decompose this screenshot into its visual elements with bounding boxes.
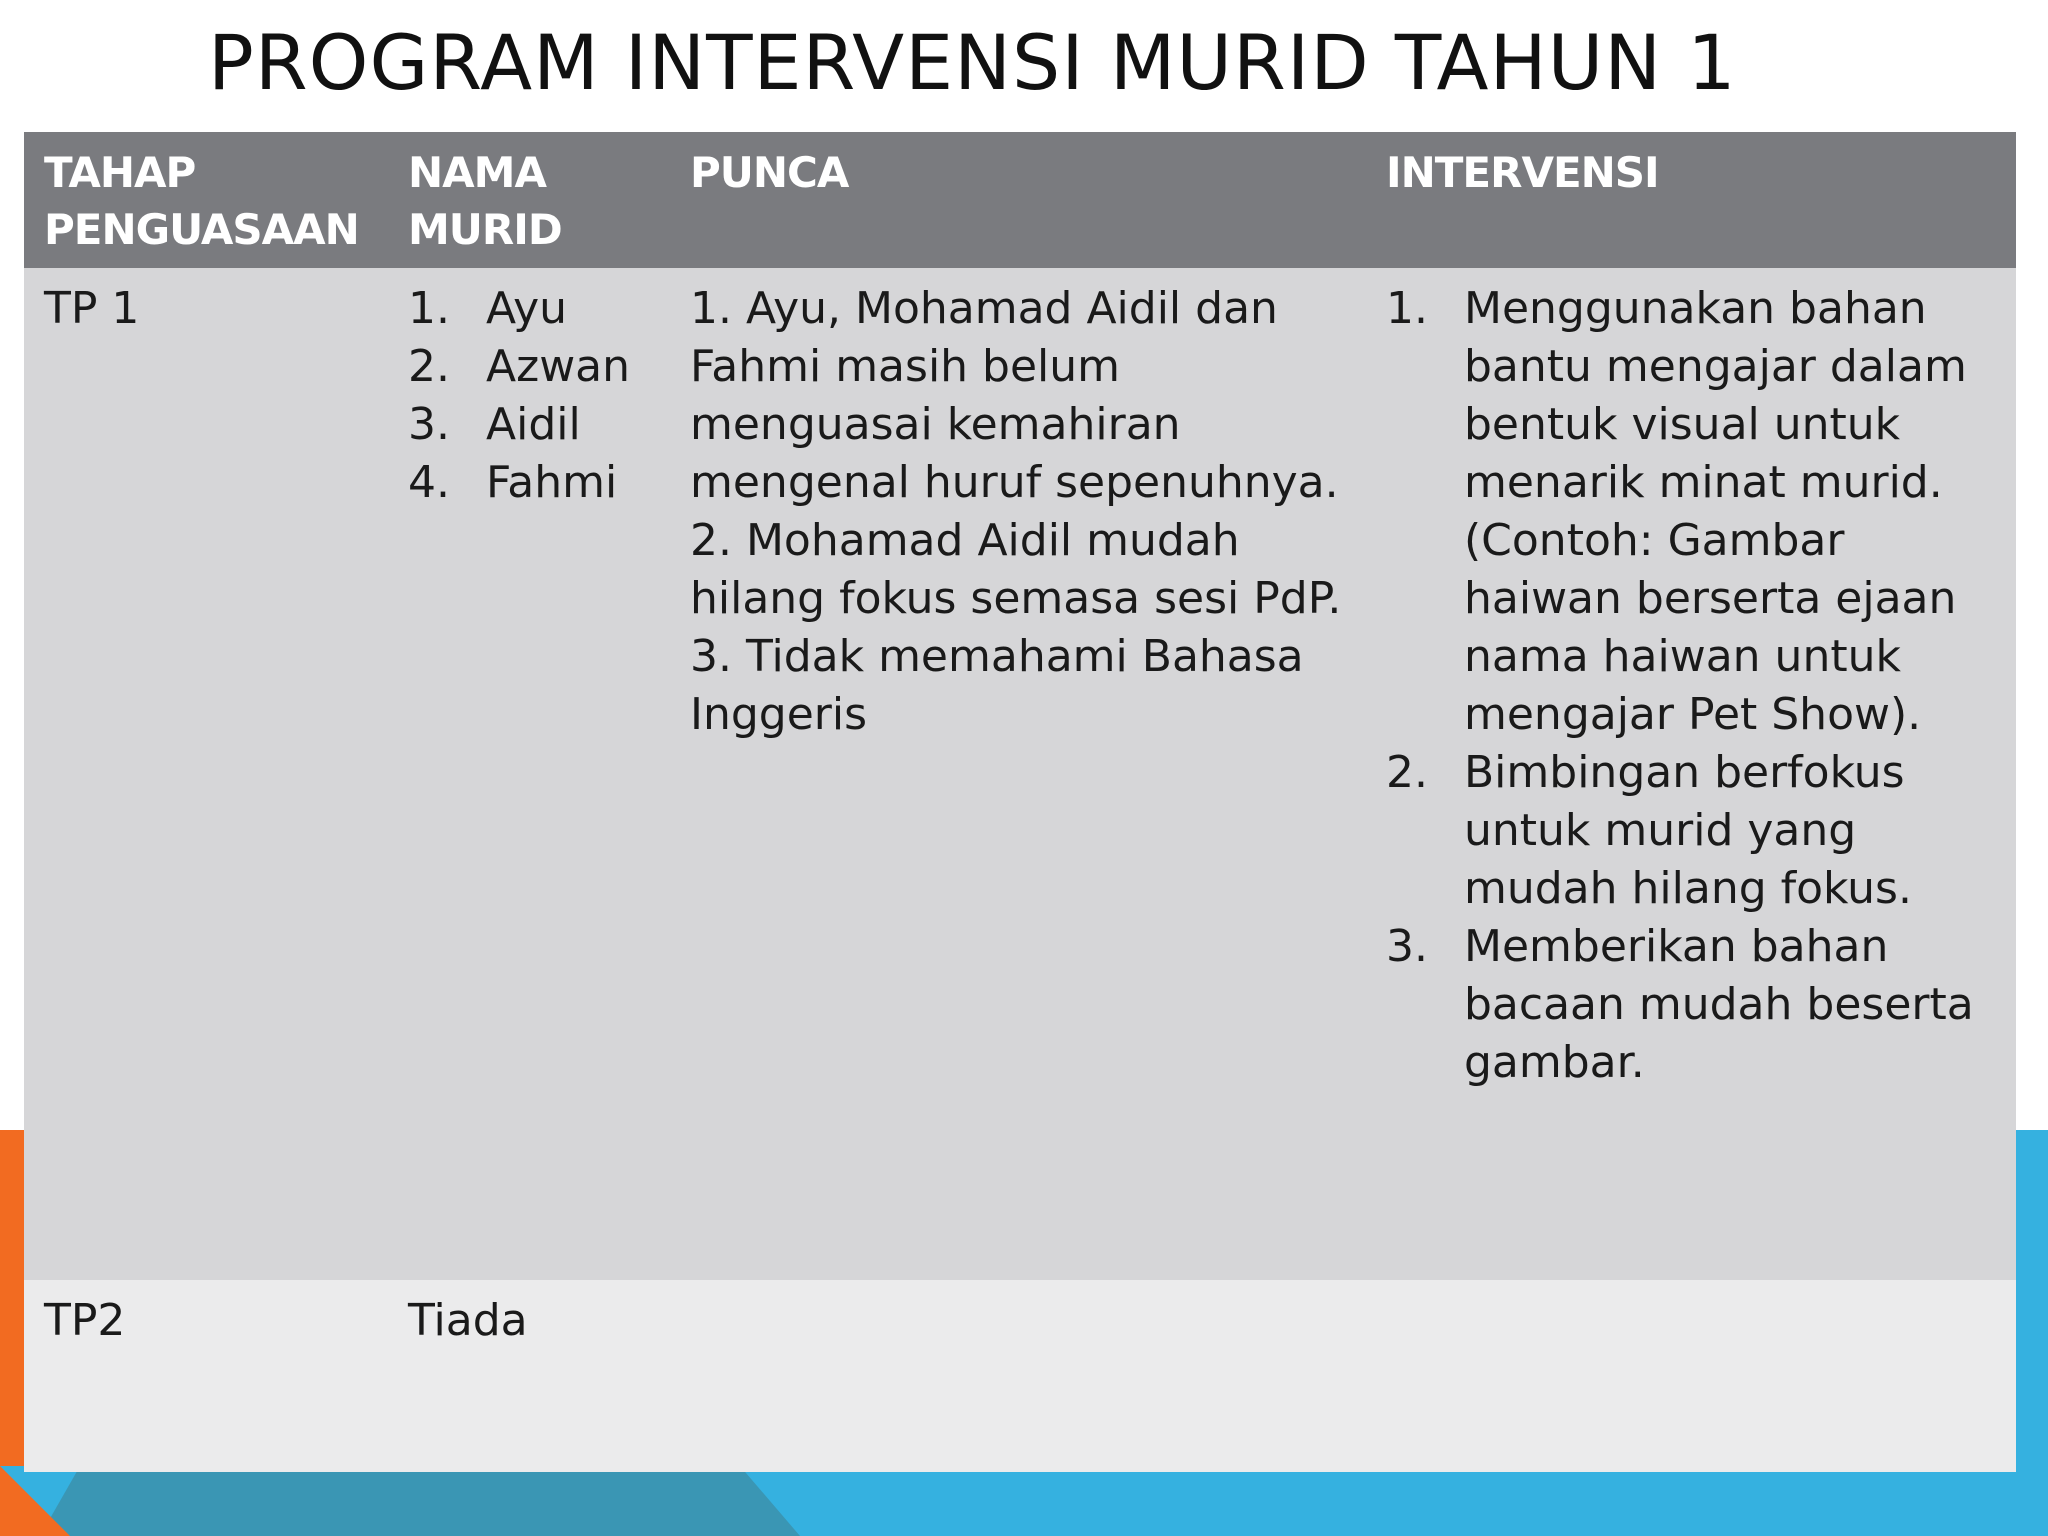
student-item bbox=[408, 454, 650, 512]
student-number: 3. bbox=[408, 399, 450, 450]
table-row-tp2 bbox=[24, 1280, 2016, 1472]
intervention-item bbox=[1386, 918, 1996, 1092]
intervention-list bbox=[1386, 280, 1996, 1092]
header-tahap-penguasaan bbox=[24, 132, 388, 268]
punca-item: 2. Mohamad Aidil mudah hilang fokus semasa sesi PdP. bbox=[690, 515, 1342, 624]
student-name: Fahmi bbox=[486, 457, 618, 508]
table-header-row bbox=[24, 132, 2016, 268]
intervention-number: 3. bbox=[1386, 921, 1428, 972]
intervention-text: Bimbingan berfokus untuk murid yang mudah hilang fokus. bbox=[1464, 747, 1912, 914]
header-punca: PUNCA bbox=[690, 148, 849, 197]
student-name: Ayu bbox=[486, 283, 568, 334]
cell-punca bbox=[670, 268, 1366, 1280]
student-list bbox=[408, 280, 650, 512]
intervention-table bbox=[24, 132, 2016, 1472]
intervention-item bbox=[1386, 744, 1996, 918]
slide-title: PROGRAM INTERVENSI MURID TAHUN 1 bbox=[208, 18, 1737, 107]
cell-intervensi bbox=[1366, 268, 2016, 1280]
dark-blue-footer-shape bbox=[40, 1466, 800, 1536]
student-number: 4. bbox=[408, 457, 450, 508]
orange-corner-shape bbox=[0, 1466, 70, 1536]
header-nama-murid bbox=[388, 132, 670, 268]
table-row-tp1 bbox=[24, 268, 2016, 1280]
student-number: 1. bbox=[408, 283, 450, 334]
punca-item: 1. Ayu, Mohamad Aidil dan Fahmi masih belum menguasai kemahiran mengenal huruf sepenuhnya. bbox=[690, 283, 1339, 508]
intervention-text: Menggunakan bahan bantu mengajar dalam bentuk visual untuk menarik minat murid. (Contoh: Gambar haiwan berserta ejaan nama haiwan untuk mengajar Pet Show). bbox=[1464, 283, 1967, 740]
header-intervensi: INTERVENSI bbox=[1386, 148, 1659, 197]
student-item bbox=[408, 338, 650, 396]
intervention-table-container bbox=[24, 132, 2016, 1472]
intervention-number: 1. bbox=[1386, 283, 1428, 334]
punca-item: 3. Tidak memahami Bahasa Inggeris bbox=[690, 631, 1304, 740]
cell-tahap: TP2 bbox=[44, 1295, 126, 1346]
header-nama-line1: NAMA bbox=[408, 148, 546, 197]
header-tahap-line1: TAHAP bbox=[44, 148, 196, 197]
intervention-number: 2. bbox=[1386, 747, 1428, 798]
header-nama-line2: MURID bbox=[408, 205, 562, 254]
cell-punca bbox=[670, 1280, 1366, 1472]
intervention-text: Memberikan bahan bacaan mudah beserta gambar. bbox=[1464, 921, 1974, 1088]
intervention-item bbox=[1386, 280, 1996, 744]
student-item bbox=[408, 396, 650, 454]
cell-nama-murid bbox=[388, 268, 670, 1280]
student-name: Azwan bbox=[486, 341, 631, 392]
cell-intervensi bbox=[1366, 1280, 2016, 1472]
cell-tahap: TP 1 bbox=[44, 283, 140, 334]
student-name: Aidil bbox=[486, 399, 581, 450]
header-tahap-line2: PENGUASAAN bbox=[44, 205, 359, 254]
student-number: 2. bbox=[408, 341, 450, 392]
student-item bbox=[408, 280, 650, 338]
cell-nama-murid: Tiada bbox=[408, 1295, 528, 1346]
